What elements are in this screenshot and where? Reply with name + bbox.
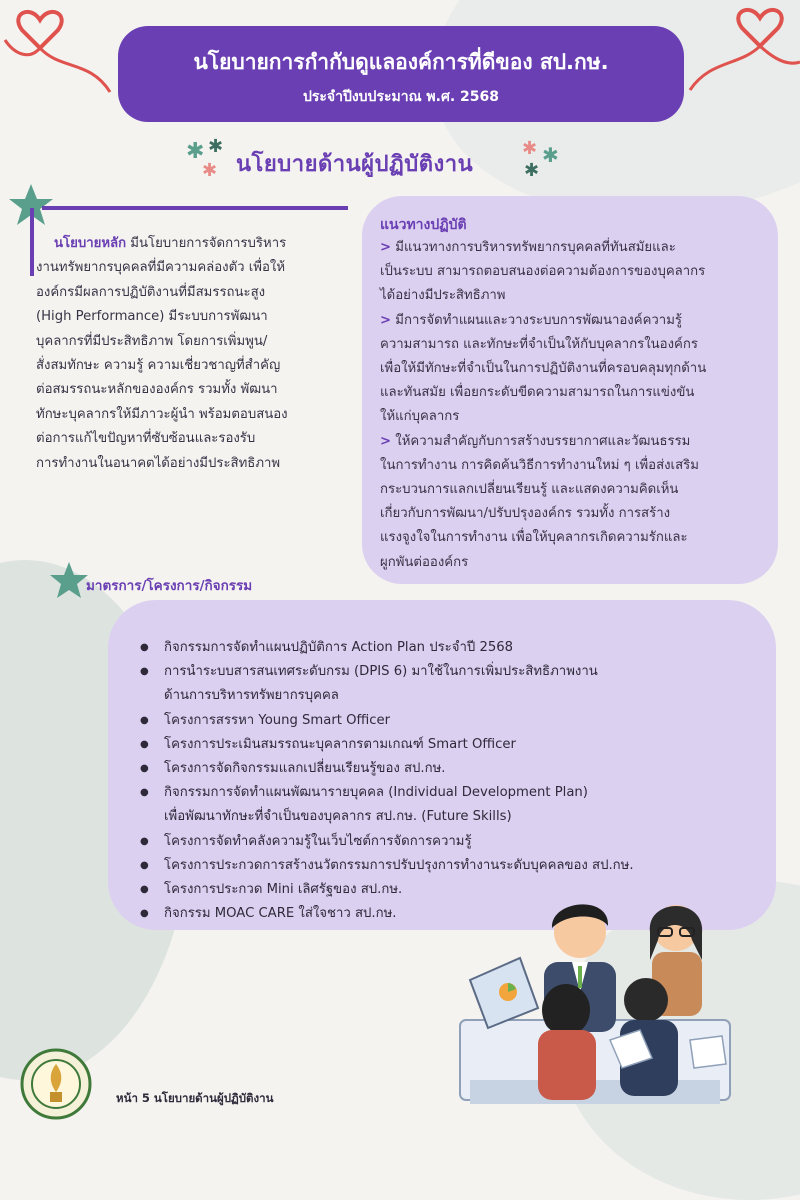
page-subtitle: ประจำปีงบประมาณ พ.ศ. 2568	[302, 89, 500, 105]
measure-item	[140, 854, 740, 878]
measure-line: ● การนำระบบสารสนเทศระดับกรม (DPIS 6) มาใช้ในการเพิ่มประสิทธิภาพงาน	[164, 664, 598, 680]
guideline-line	[380, 333, 770, 357]
guideline-line	[380, 260, 770, 284]
guideline-text: เพื่อให้มีทักษะที่จำเป็นในการปฏิบัติงานที่ครอบคลุมทุกด้าน	[380, 361, 707, 377]
measure-item	[140, 781, 740, 829]
policy-line: งานทรัพยากรบุคคลที่มีความคล่องตัว เพื่อให้	[36, 260, 286, 276]
guideline-item	[380, 309, 770, 430]
policy-line: การทำงานในอนาคตได้อย่างมีประสิทธิภาพ	[36, 455, 281, 471]
guideline-text: ให้แก่บุคลากร	[380, 409, 460, 425]
measure-line: ด้านการบริหารทรัพยากรบุคคล	[164, 688, 339, 704]
measure-line: ● โครงการสรรหา Young Smart Officer	[164, 712, 391, 728]
svg-text:✱: ✱	[202, 160, 218, 180]
measure-line: ● กิจกรรมการจัดทำแผนพัฒนารายบุคคล (Individual Development Plan)	[164, 785, 588, 801]
bullet-arrow-icon: >	[380, 433, 392, 449]
guideline-item	[380, 236, 770, 309]
policy-line: มีนโยบายการจัดการบริหาร	[126, 236, 287, 251]
sparkle-icon	[186, 136, 232, 180]
guideline-line	[380, 526, 770, 550]
guideline-text: กระบวนการแลกเปลี่ยนเรียนรู้ และแสดงความคิดเห็น	[380, 482, 679, 498]
measure-item	[140, 660, 740, 708]
guideline-text: มีแนวทางการบริหารทรัพยากรบุคคลที่ทันสมัยและ	[395, 240, 676, 255]
measure-item	[140, 733, 740, 757]
guideline-line	[380, 454, 770, 478]
measure-item	[140, 757, 740, 781]
main-policy-lead: นโยบายหลัก	[54, 236, 127, 251]
section-title: นโยบายด้านผู้ปฏิบัติงาน	[236, 152, 474, 177]
heart-ribbon-icon	[0, 0, 130, 110]
guideline-line	[380, 551, 770, 575]
measure-line: ● โครงการประกวดการสร้างนวัตกรรมการปรับปรุงการทำงานระดับบุคคลของ สป.กษ.	[164, 857, 634, 873]
policy-line: ต่อสมรรถนะหลักขององค์กร รวมทั้ง พัฒนา	[36, 382, 278, 398]
guideline-item	[380, 430, 770, 575]
measure-line: ● กิจกรรม MOAC CARE ใส่ใจชาว สป.กษ.	[164, 906, 397, 922]
measure-line: ● โครงการประกวด Mini เลิศรัฐของ สป.กษ.	[164, 882, 403, 898]
meeting-illustration	[440, 880, 740, 1110]
measure-line: ● โครงการประเมินสมรรถนะบุคลากรตามเกณฑ์ Smart Officer	[164, 736, 516, 752]
measure-item	[140, 636, 740, 660]
measure-line: ● โครงการจัดกิจกรรมแลกเปลี่ยนเรียนรู้ของ สป.กษ.	[164, 761, 446, 777]
svg-text:✱: ✱	[208, 136, 224, 157]
svg-text:✱: ✱	[542, 143, 559, 167]
policy-line: สั่งสมทักษะ ความรู้ ความเชี่ยวชาญที่สำคัญ	[36, 358, 281, 374]
guideline-text: ผูกพันต่อองค์กร	[380, 554, 469, 570]
page-footer: หน้า 5 นโยบายด้านผู้ปฏิบัติงาน	[116, 1091, 274, 1105]
policy-line: องค์กรมีผลการปฏิบัติงานที่มีสมรรถนะสูง	[36, 284, 266, 300]
policy-line: ทักษะบุคลากรให้มีภาวะผู้นำ พร้อมตอบสนอง	[36, 406, 288, 422]
policy-line: (High Performance) มีระบบการพัฒนา	[36, 309, 268, 325]
guidelines-list	[380, 236, 770, 575]
measures-title: มาตรการ/โครงการ/กิจกรรม	[86, 578, 253, 594]
heart-ribbon-icon	[680, 0, 800, 110]
ministry-logo-icon	[20, 1048, 92, 1120]
guideline-line	[380, 309, 770, 333]
guideline-line	[380, 357, 770, 381]
guideline-line	[380, 236, 770, 260]
guideline-text: แรงจูงใจในการทำงาน เพื่อให้บุคลากรเกิดความรักและ	[380, 530, 688, 546]
guideline-line	[380, 430, 770, 454]
guideline-text: ให้ความสำคัญกับการสร้างบรรยากาศและวัฒนธรรม	[395, 433, 691, 449]
bullet-arrow-icon: >	[380, 312, 392, 328]
svg-text:✱: ✱	[522, 138, 538, 159]
guideline-line	[380, 502, 770, 526]
svg-text:✱: ✱	[524, 160, 540, 180]
main-policy	[36, 232, 336, 476]
page-title: นโยบายการกำกับดูแลองค์การที่ดีของ สป.กษ.	[193, 50, 609, 74]
guideline-line	[380, 381, 770, 405]
measure-line: เพื่อพัฒนาทักษะที่จำเป็นของบุคลากร สป.กษ. (Future Skills)	[164, 809, 512, 825]
guideline-text: และทันสมัย เพื่อยกระดับขีดความสามารถในการแข่งขัน	[380, 385, 695, 401]
header-banner	[118, 26, 684, 122]
guideline-line	[380, 405, 770, 429]
svg-text:✱: ✱	[186, 139, 205, 164]
measure-line: ● กิจกรรมการจัดทำแผนปฏิบัติการ Action Plan ประจำปี 2568	[164, 640, 514, 655]
guideline-text: ความสามารถ และทักษะที่จำเป็นให้กับบุคลากรในองค์กร	[380, 336, 698, 352]
guideline-text: เป็นระบบ สามารถตอบสนองต่อความต้องการของบุคลากร	[380, 264, 706, 280]
bullet-arrow-icon: >	[380, 240, 392, 255]
guideline-line	[380, 478, 770, 502]
sparkle-icon	[518, 136, 568, 180]
measure-line: ● โครงการจัดทำคลังความรู้ในเว็บไซต์การจัดการความรู้	[164, 833, 472, 849]
guideline-text: เกี่ยวกับการพัฒนา/ปรับปรุงองค์กร รวมทั้ง การสร้าง	[380, 506, 671, 522]
star-icon	[48, 560, 90, 602]
guideline-text: มีการจัดทำแผนและวางระบบการพัฒนาองค์ความรู้	[395, 312, 682, 328]
guideline-line	[380, 284, 770, 308]
guideline-text: ในการทำงาน การคิดค้นวิธีการทำงานใหม่ ๆ เพื่อส่งเสริม	[380, 457, 699, 473]
guidelines-title: แนวทางปฏิบัติ	[380, 217, 467, 233]
measure-item	[140, 830, 740, 854]
policy-line: บุคลากรที่มีประสิทธิภาพ โดยการเพิ่มพูน/	[36, 333, 268, 349]
policy-line: ต่อการแก้ไขปัญหาที่ซับซ้อนและรองรับ	[36, 431, 256, 447]
guideline-text: ได้อย่างมีประสิทธิภาพ	[380, 288, 506, 304]
measure-item	[140, 709, 740, 733]
